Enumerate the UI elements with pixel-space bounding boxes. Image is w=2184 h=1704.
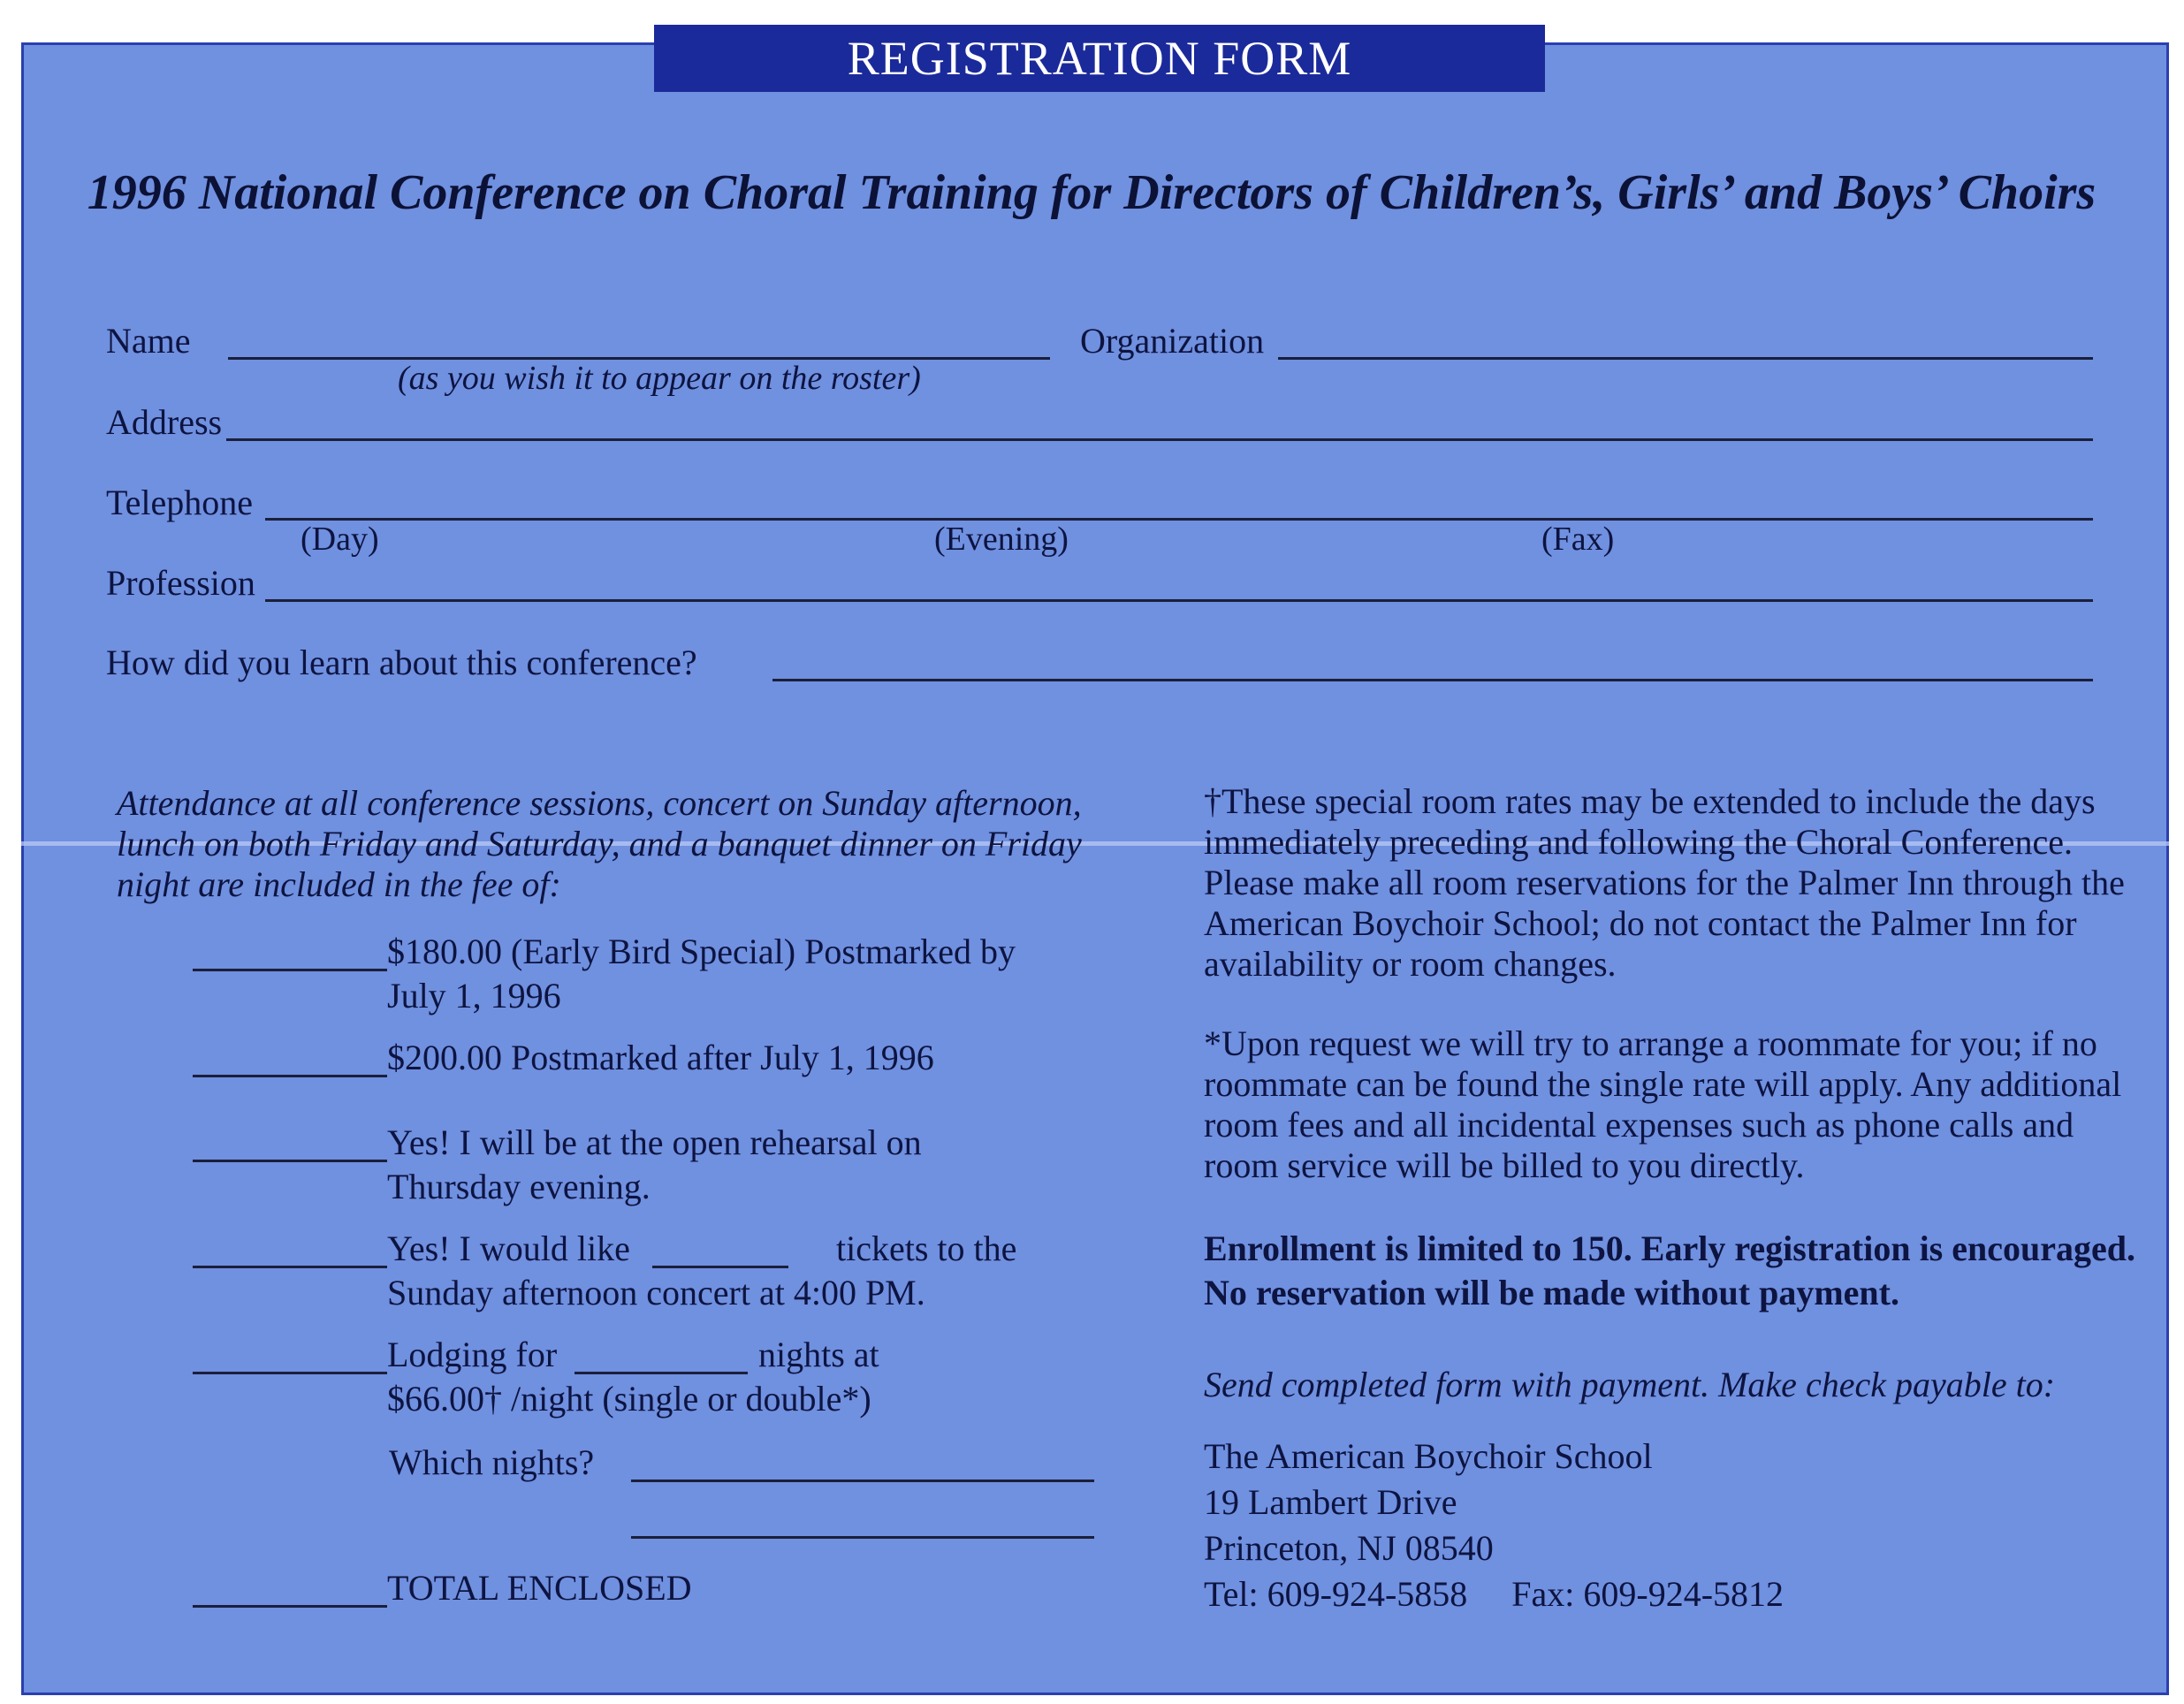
- which-nights-field-1[interactable]: [631, 1480, 1094, 1482]
- regular-blank[interactable]: [193, 1075, 387, 1077]
- lodging-blank[interactable]: [193, 1372, 387, 1374]
- payee-fax: Fax: 609-924-5812: [1511, 1574, 1784, 1614]
- name-hint: (as you wish it to appear on the roster): [398, 360, 921, 397]
- fee-intro: Attendance at all conference sessions, concert on Sunday afternoon, lunch on both Friday and Saturday, and a banquet dinner on Friday night are included in the fee of:: [117, 783, 1082, 904]
- fax-label: (Fax): [1541, 521, 1615, 558]
- tickets-pre: Yes! I would like: [387, 1229, 630, 1268]
- organization-label: Organization: [1080, 321, 1265, 361]
- learn-field[interactable]: [772, 679, 2093, 681]
- payee-city: Princeton, NJ 08540: [1204, 1528, 1494, 1568]
- lodging-post: nights at: [758, 1335, 879, 1374]
- payee-street: 19 Lambert Drive: [1204, 1482, 1457, 1522]
- rehearsal-option: Yes! I will be at the open rehearsal on Thursday evening.: [387, 1122, 922, 1206]
- payee-org: The American Boychoir School: [1204, 1436, 1653, 1476]
- evening-label: (Evening): [934, 521, 1069, 558]
- tickets-post: tickets to the: [836, 1229, 1017, 1268]
- tickets-count-field[interactable]: [652, 1266, 788, 1268]
- regular-option: $200.00 Postmarked after July 1, 1996: [387, 1038, 934, 1077]
- early-bird-blank[interactable]: [193, 969, 387, 971]
- tickets-blank[interactable]: [193, 1266, 387, 1268]
- payee-tel: Tel: 609-924-5858: [1204, 1574, 1468, 1614]
- form-banner: REGISTRATION FORM: [654, 25, 1545, 92]
- learn-label: How did you learn about this conference?: [106, 643, 697, 682]
- total-blank[interactable]: [193, 1605, 387, 1608]
- early-bird-option: $180.00 (Early Bird Special) Postmarked by July 1, 1996: [387, 932, 1016, 1016]
- which-nights-field-2[interactable]: [631, 1536, 1094, 1539]
- address-field[interactable]: [226, 438, 2093, 441]
- day-label: (Day): [301, 521, 379, 558]
- room-rates-note: †These special room rates may be extended to include the days immediately preceding and following the Choral Conference. Please make all room reservations for the Palmer Inn through the American Boychoir School; do not contact the Palmer Inn for availability or room changes.: [1204, 781, 2125, 984]
- profession-label: Profession: [106, 563, 255, 603]
- telephone-label: Telephone: [106, 483, 254, 522]
- total-label: TOTAL ENCLOSED: [387, 1568, 692, 1608]
- tickets-line2: Sunday afternoon concert at 4:00 PM.: [387, 1273, 925, 1312]
- send-instructions: Send completed form with payment. Make check payable to:: [1204, 1365, 2056, 1404]
- rehearsal-blank[interactable]: [193, 1160, 387, 1162]
- address-label: Address: [106, 402, 223, 442]
- enrollment-note: Enrollment is limited to 150. Early registration is encouraged. No reservation will be made without payment.: [1204, 1229, 2136, 1312]
- lodging-line2: $66.00† /night (single or double*): [387, 1379, 871, 1419]
- lodging-nights-field[interactable]: [575, 1372, 748, 1374]
- lodging-pre: Lodging for: [387, 1335, 558, 1374]
- payee-phones: [1204, 1571, 2141, 1617]
- profession-field[interactable]: [265, 599, 2093, 602]
- organization-field[interactable]: [1278, 357, 2093, 360]
- which-nights-label: Which nights?: [389, 1442, 595, 1482]
- telephone-field[interactable]: [265, 518, 2093, 521]
- roommate-note: *Upon request we will try to arrange a roommate for you; if no roommate can be found the single rate will apply. Any additional room fees and all incidental expenses such as phone calls and room service will be billed to you directly.: [1204, 1023, 2122, 1185]
- conference-title: 1996 National Conference on Choral Training for Directors of Children’s, Girls’ and Boys’ Choirs: [87, 165, 2096, 220]
- name-label: Name: [106, 321, 191, 361]
- payee-address: [1204, 1434, 2141, 1617]
